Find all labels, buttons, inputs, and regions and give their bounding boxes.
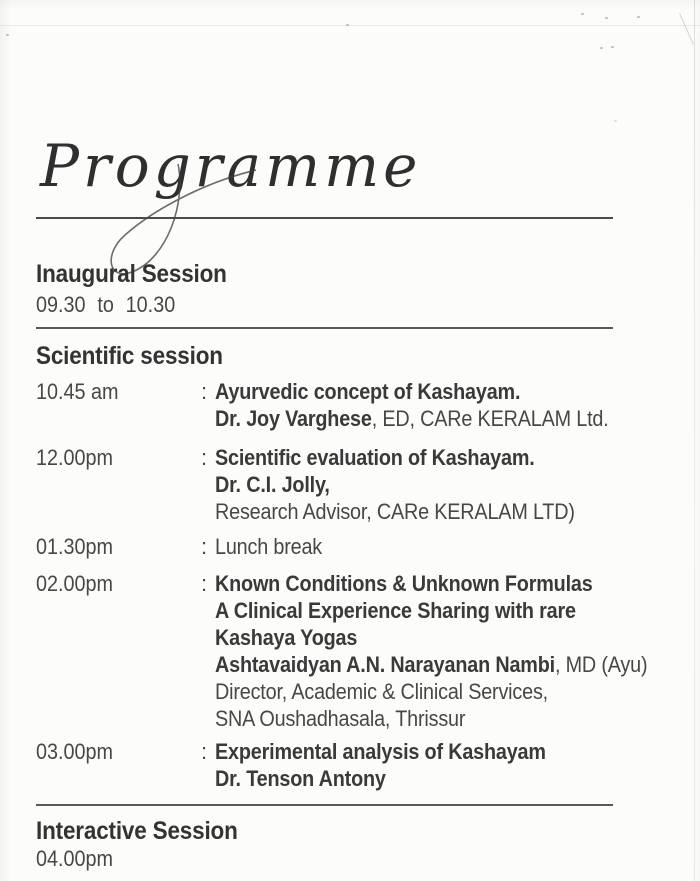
schedule-line-regular-text: Director, Academic & Clinical Services,: [215, 679, 548, 704]
scan-speck: [605, 17, 608, 19]
scan-speck: [611, 46, 614, 48]
schedule-line: [215, 705, 670, 732]
schedule-time: 03.00pm: [36, 739, 114, 764]
section-divider-2: [36, 327, 613, 329]
schedule-line: [215, 597, 670, 624]
scan-speck: [600, 47, 603, 49]
schedule-content: [215, 444, 670, 525]
schedule-line: [215, 471, 670, 498]
schedule-row: [36, 738, 670, 792]
schedule-line-regular-text: , ED, CARe KERALAM Ltd.: [371, 406, 609, 431]
schedule-content: [215, 738, 670, 792]
schedule-line: [215, 378, 670, 405]
page-title: Programme: [40, 132, 422, 200]
scan-speck: [581, 13, 584, 15]
schedule-row: [36, 444, 670, 525]
section-divider-1: [36, 217, 613, 219]
schedule-row: [36, 570, 670, 732]
inaugural-session-time: 09.30 to 10.30: [36, 292, 176, 317]
schedule-list: [36, 378, 670, 792]
scan-speck: [6, 34, 9, 36]
schedule-line-bold-text: Dr. Joy Varghese: [215, 406, 372, 431]
scientific-session-heading: Scientific session: [36, 342, 223, 370]
schedule-time: 01.30pm: [36, 534, 114, 559]
schedule-line-regular-text: , MD (Ayu): [554, 652, 648, 677]
schedule-line-bold-text: Dr. C.I. Jolly,: [215, 472, 330, 497]
schedule-line-regular-text: Research Advisor, CARe KERALAM LTD): [215, 499, 575, 524]
schedule-time: 12.00pm: [36, 445, 114, 470]
schedule-line: [215, 765, 670, 792]
schedule-line-regular-text: SNA Oushadhasala, Thrissur: [215, 706, 466, 731]
scan-diagonal-mark: [679, 13, 694, 44]
schedule-content: [215, 533, 670, 560]
schedule-colon: :: [201, 571, 208, 596]
schedule-line-bold-text: Ayurvedic concept of Kashayam.: [215, 379, 521, 404]
schedule-line: [215, 570, 670, 597]
inaugural-session-heading: Inaugural Session: [36, 260, 227, 288]
schedule-row: [36, 378, 670, 432]
schedule-line: [215, 678, 670, 705]
scan-speck: [346, 24, 349, 26]
schedule-line: [215, 533, 670, 560]
schedule-row: [36, 533, 670, 560]
schedule-colon: :: [201, 739, 208, 764]
schedule-line-bold-text: Experimental analysis of Kashayam: [215, 739, 546, 764]
section-divider-3: [36, 804, 613, 806]
schedule-line: [215, 651, 670, 678]
schedule-content: [215, 378, 670, 432]
schedule-line: [215, 624, 670, 651]
schedule-line: [215, 444, 670, 471]
scan-crease-line: [0, 25, 700, 26]
interactive-session-time: 04.00pm: [36, 846, 114, 871]
schedule-line: [215, 405, 670, 432]
schedule-line-bold-text: Ashtavaidyan A.N. Narayanan Nambi: [215, 652, 555, 677]
schedule-line-bold-text: Known Conditions & Unknown Formulas: [215, 571, 593, 596]
schedule-line-bold-text: Kashaya Yogas: [215, 625, 358, 650]
scan-edge-line: [694, 0, 695, 881]
schedule-line-bold-text: Scientific evaluation of Kashayam.: [215, 445, 535, 470]
scan-speck: [637, 16, 640, 18]
schedule-time: 02.00pm: [36, 571, 114, 596]
schedule-line-regular-text: Lunch break: [215, 534, 323, 559]
interactive-session-heading: Interactive Session: [36, 817, 238, 845]
schedule-time: 10.45 am: [36, 379, 119, 404]
schedule-line-bold-text: A Clinical Experience Sharing with rare: [215, 598, 576, 623]
schedule-colon: :: [201, 534, 208, 559]
schedule-line: [215, 738, 670, 765]
schedule-line-bold-text: Dr. Tenson Antony: [215, 766, 386, 791]
scan-speck: [614, 120, 617, 122]
schedule-colon: :: [201, 445, 208, 470]
schedule-content: [215, 570, 670, 732]
schedule-line: [215, 498, 670, 525]
schedule-colon: :: [201, 379, 208, 404]
